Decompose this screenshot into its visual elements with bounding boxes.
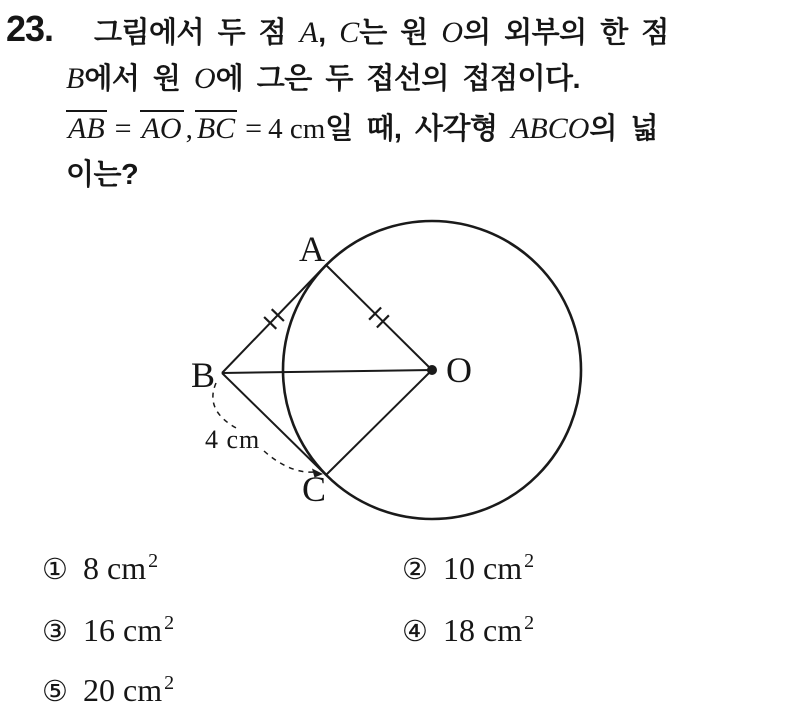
math-segment-ao: AO — [141, 112, 182, 145]
answer-option-4[interactable] — [402, 612, 534, 649]
math-segment-ab: AB — [68, 112, 105, 145]
math-point-a: A — [299, 16, 319, 49]
label-point-o: O — [446, 350, 472, 390]
problem-text-kr: 에서 원 — [84, 63, 194, 95]
math-segment-bc: BC — [196, 112, 236, 145]
problem-text-kr: 이는? — [66, 159, 139, 191]
option-value: 18 cm $^2$ — [443, 612, 535, 648]
segment-bo — [222, 370, 432, 373]
answer-option-5[interactable] — [42, 672, 174, 709]
circled-number-4[interactable]: ④ — [402, 614, 428, 648]
geometry-figure — [150, 200, 612, 532]
measure-4cm-label: 4 cm — [205, 425, 261, 454]
measure-value: 4 cm — [268, 113, 326, 145]
option-value: 8 cm $^2$ — [83, 550, 159, 586]
problem-line-2 — [66, 61, 580, 97]
label-point-a: A — [299, 229, 325, 269]
math-point-b: B — [66, 62, 85, 95]
equals-sign: = — [114, 112, 132, 145]
circled-number-1[interactable]: ① — [42, 552, 68, 586]
problem-text-kr: 그림에서 두 점 — [94, 17, 300, 49]
math-point-c: C — [339, 16, 360, 49]
problem-text-kr: 의 넓 — [589, 113, 659, 145]
segment-co — [326, 370, 432, 475]
circled-number-2[interactable]: ② — [402, 552, 428, 586]
problem-text-kr: 는 원 — [359, 17, 442, 49]
center-dot-o — [427, 365, 437, 375]
problem-text-kr: 의 외부의 한 점 — [463, 17, 669, 49]
dashed-leader-upper — [213, 383, 238, 429]
label-point-b: B — [191, 355, 216, 395]
problem-line-4 — [66, 157, 138, 193]
option-value: 20 cm $^2$ — [83, 672, 175, 708]
option-value: 10 cm $^2$ — [443, 550, 535, 586]
answer-option-1[interactable] — [42, 550, 158, 587]
answer-option-3[interactable] — [42, 612, 174, 649]
problem-text-kr: 일 때, 사각형 — [325, 113, 512, 145]
segment-ba — [222, 265, 326, 373]
circled-number-3[interactable]: ③ — [42, 614, 68, 648]
problem-number: 23. — [6, 8, 54, 49]
problem-text-kr: , — [318, 17, 340, 49]
problem-text-kr: 에 그은 두 접선의 접점이다. — [215, 63, 581, 95]
math-point-o: O — [441, 16, 464, 49]
problem-line-1 — [94, 15, 669, 51]
option-value: 16 cm $^2$ — [83, 612, 175, 648]
equals-sign: = — [245, 112, 263, 145]
comma: , — [185, 113, 193, 145]
math-point-o: O — [194, 62, 216, 95]
circled-number-5[interactable]: ⑤ — [42, 674, 68, 708]
label-point-c: C — [302, 469, 327, 509]
math-quad-abco: ABCO — [511, 112, 590, 145]
problem-line-3 — [64, 110, 658, 147]
answer-option-2[interactable] — [402, 550, 534, 587]
segment-ao — [326, 265, 432, 370]
